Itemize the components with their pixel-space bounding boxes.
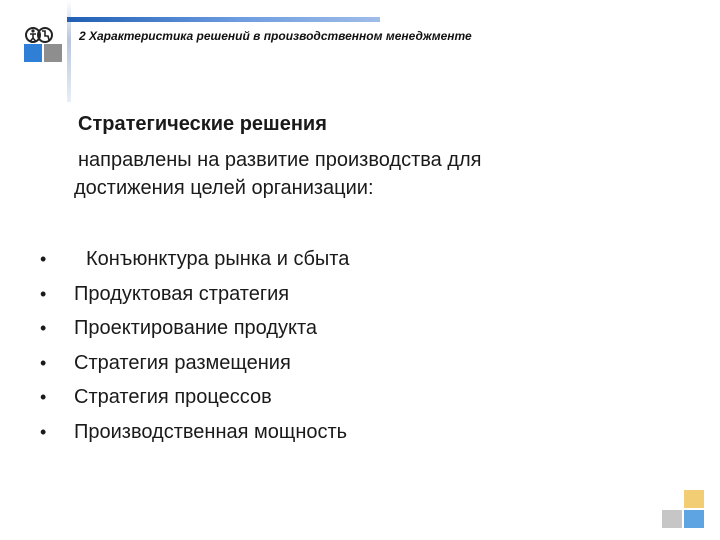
corner-square-gray — [662, 510, 682, 528]
corner-square-yellow — [684, 490, 704, 508]
bullet-icon: • — [40, 249, 47, 269]
list-item-text: Стратегия размещения — [74, 351, 291, 374]
bullet-icon: • — [40, 421, 47, 442]
list-item-text: Конъюнктура рынка и сбыта — [86, 248, 350, 270]
header-logo — [22, 22, 66, 66]
bullet-icon: • — [40, 283, 47, 304]
logo-square-bottom-right — [44, 44, 62, 62]
slide-header-title: 2 Характеристика решений в производственном менеджменте — [79, 29, 472, 43]
bullet-icon: • — [40, 387, 47, 407]
header-horizontal-rule — [67, 17, 380, 22]
list-item-text: Производственная мощность — [74, 420, 348, 443]
intro-text-line-2: достижения целей организации: — [74, 177, 374, 199]
logo-square-bottom-left — [24, 44, 42, 62]
accessibility-logo-icon — [25, 25, 61, 45]
header-vertical-rule — [67, 0, 71, 102]
list-item-text: Проектирование продукта — [74, 317, 318, 339]
list-item-text: Стратегия процессов — [74, 386, 272, 408]
corner-decoration — [660, 488, 710, 532]
bullet-icon: • — [40, 318, 47, 338]
corner-square-blue — [684, 510, 704, 528]
intro-text-line-1: направлены на развитие производства для — [78, 149, 482, 171]
list-item-text: Продуктовая стратегия — [74, 282, 290, 305]
bullet-icon: • — [40, 352, 47, 373]
section-heading: Стратегические решения — [78, 113, 327, 135]
